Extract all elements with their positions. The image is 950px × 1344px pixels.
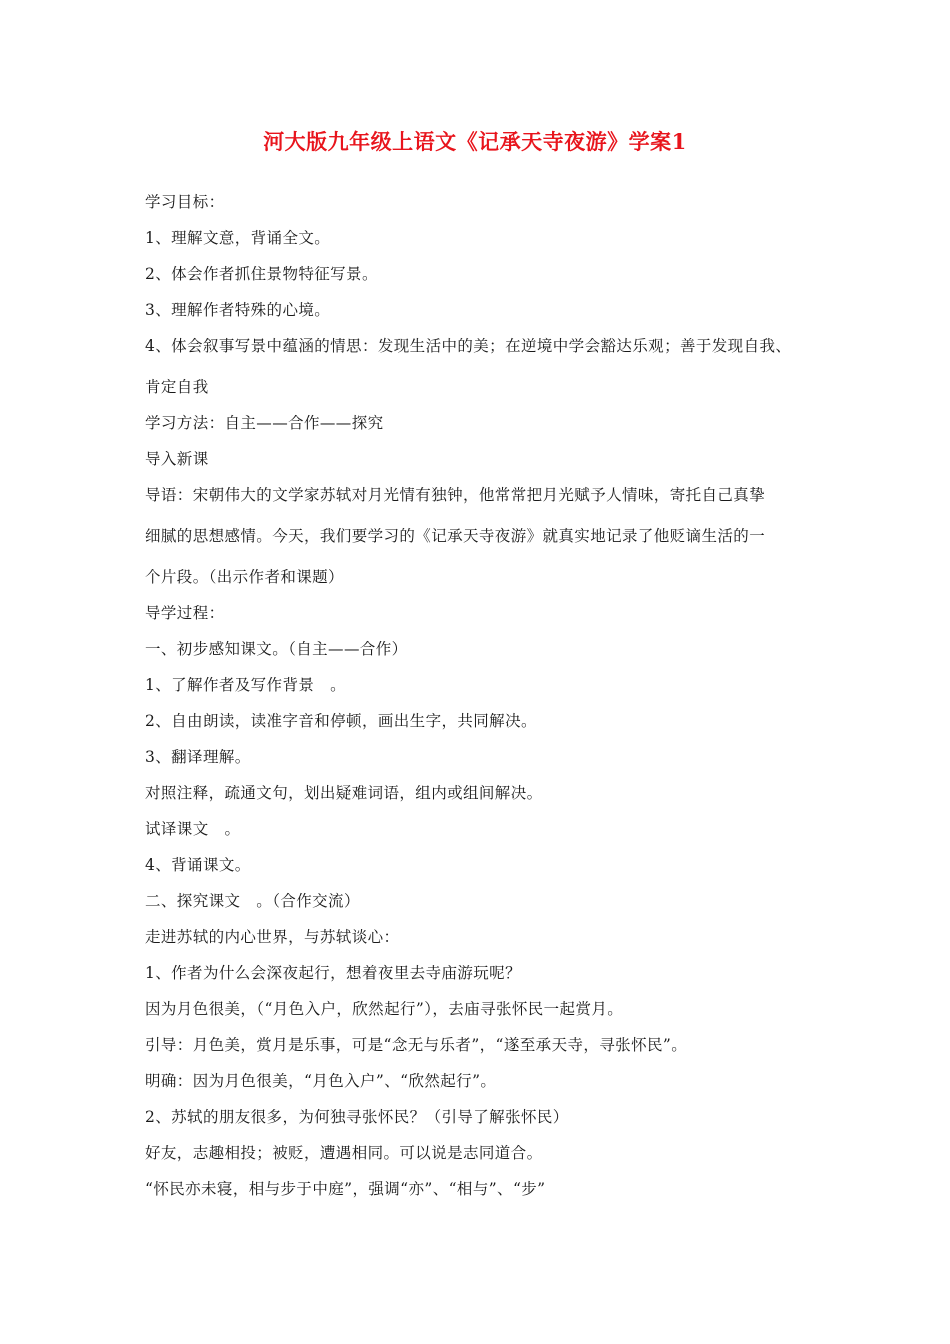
- part-one-item-3: 3、翻译理解。: [145, 748, 251, 766]
- goal-item-4-continued: 肯定自我: [145, 378, 209, 396]
- intro-paragraph-line: 导语：宋朝伟大的文学家苏轼对月光情有独钟，他常常把月光赋予人情味，寄托自己真挚: [145, 486, 766, 504]
- guide-1: 引导：月色美，赏月是乐事，可是“念无与乐者”，“遂至承天寺，寻张怀民”。: [145, 1036, 688, 1054]
- goal-item-2: 2、体会作者抓住景物特征写景。: [145, 265, 378, 283]
- goal-item-4: 4、体会叙事写景中蕴涵的情思：发现生活中的美；在逆境中学会豁达乐观；善于发现自我、: [145, 337, 792, 355]
- study-method: 学习方法：自主——合作——探究: [145, 414, 384, 432]
- part-one-translate: 试译课文 。: [145, 820, 241, 838]
- goal-item-1: 1、理解文意，背诵全文。: [145, 229, 331, 247]
- intro-paragraph-line: 个片段。（出示作者和课题）: [145, 568, 344, 586]
- question-1: 1、作者为什么会深夜起行，想着夜里去寺庙游玩呢？: [145, 964, 521, 982]
- answer-1: 因为月色很美，（“月色入户，欣然起行”），去庙寻张怀民一起赏月。: [145, 1000, 624, 1018]
- clarify-1: 明确：因为月色很美，“月色入户”、“欣然起行”。: [145, 1072, 497, 1090]
- section-heading-process: 导学过程：: [145, 604, 225, 622]
- part-one-item-4: 4、背诵课文。: [145, 856, 251, 874]
- answer-2: 好友，志趣相投；被贬，遭遇相同。可以说是志同道合。: [145, 1144, 543, 1162]
- question-2: 2、苏轼的朋友很多，为何独寻张怀民？（引导了解张怀民）: [145, 1108, 569, 1126]
- goal-item-3: 3、理解作者特殊的心境。: [145, 301, 331, 319]
- part-one-heading: 一、初步感知课文。（自主——合作）: [145, 640, 408, 658]
- part-one-note: 对照注释，疏通文句，划出疑难词语，组内或组间解决。: [145, 784, 543, 802]
- section-heading-goals: 学习目标：: [145, 193, 225, 211]
- section-heading-intro: 导入新课: [145, 450, 209, 468]
- document-title: 河大版九年级上语文《记承天寺夜游》学案1: [263, 129, 687, 154]
- part-two-heading: 二、探究课文 。（合作交流）: [145, 892, 360, 910]
- part-one-item-1: 1、了解作者及写作背景 。: [145, 676, 347, 694]
- part-two-intro: 走进苏轼的内心世界，与苏轼谈心：: [145, 928, 400, 946]
- intro-paragraph-line: 细腻的思想感情。今天，我们要学习的《记承天寺夜游》就真实地记录了他贬谪生活的一: [145, 527, 766, 545]
- quote-emphasis: “怀民亦未寝，相与步于中庭”，强调“亦”、“相与”、“步”: [145, 1180, 546, 1198]
- part-one-item-2: 2、自由朗读，读准字音和停顿，画出生字，共同解决。: [145, 712, 537, 730]
